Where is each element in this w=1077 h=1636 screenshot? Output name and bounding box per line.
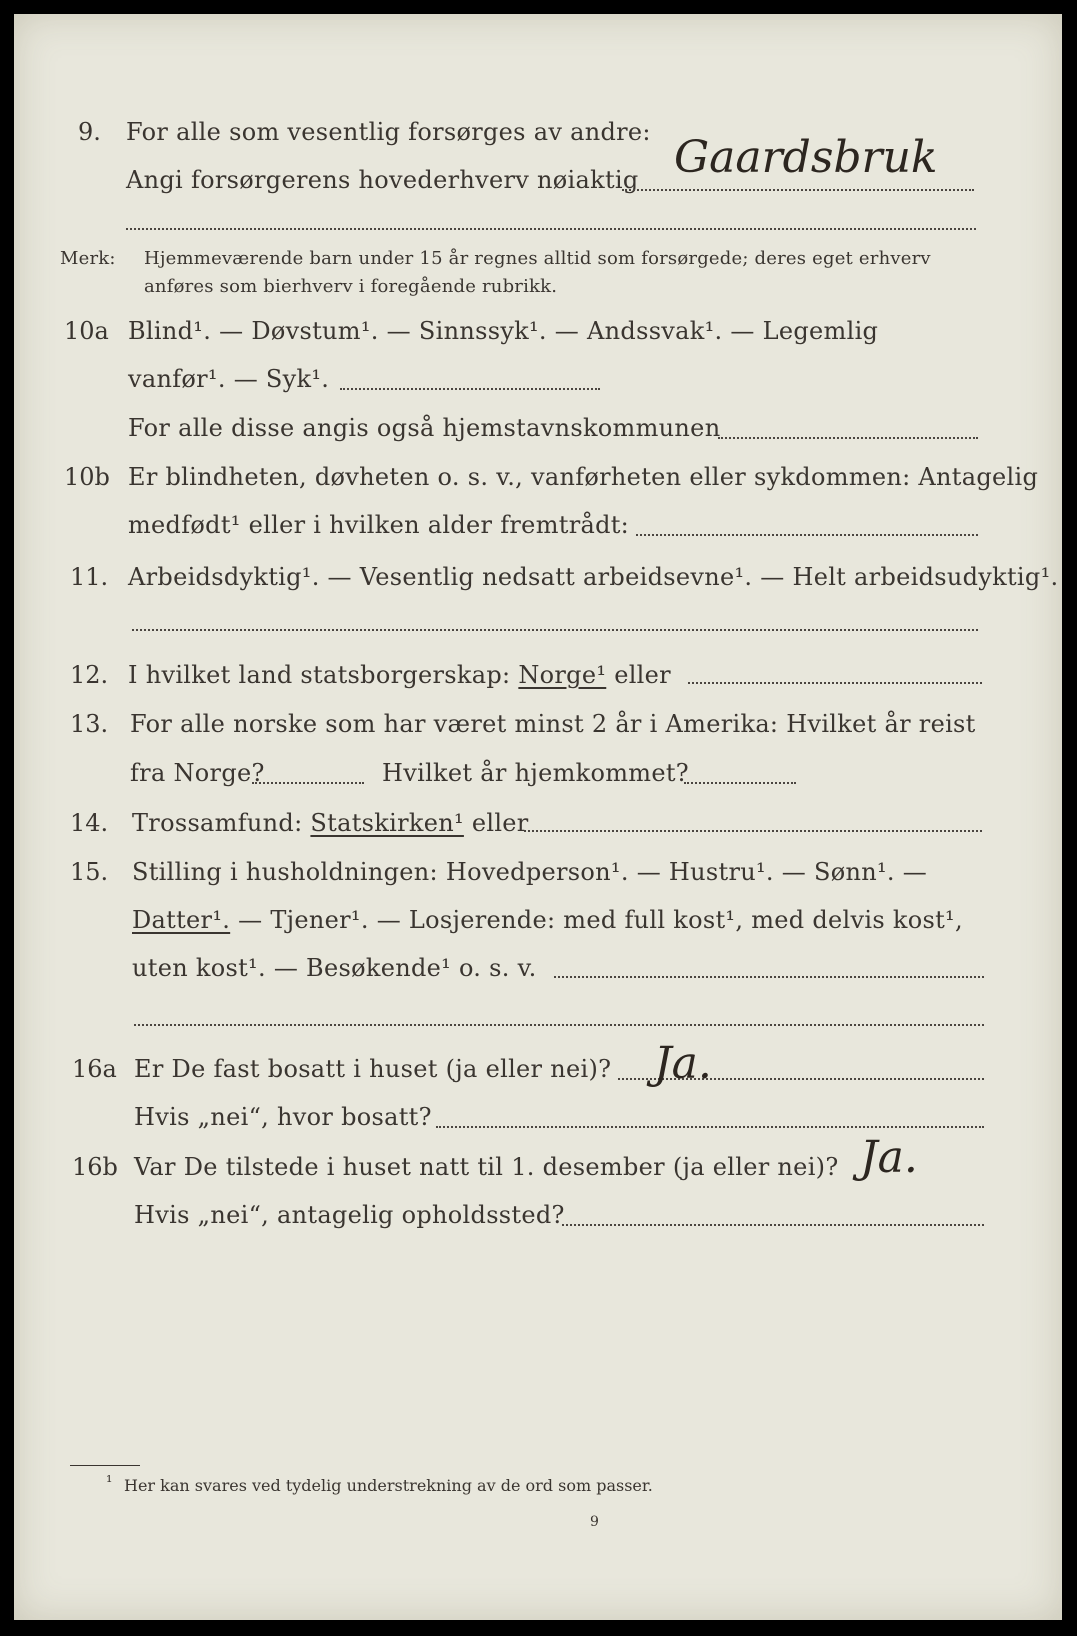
q10b-answer-line [636,534,978,536]
q15-line2-rest: — Tjener¹. — Losjerende: med full kost¹, med delvis kost¹, [238,906,963,934]
q13-reist-line [252,782,364,784]
q16a-line2: Hvis „nei“, hvor bosatt? [134,1103,432,1131]
q15-line1: Stilling i husholdningen: Hovedperson¹. — Hustru¹. — Sønn¹. — [132,858,928,886]
q16a-bosatt-line [436,1126,984,1128]
page-mark: 9 [590,1514,599,1530]
q9-handwritten-answer: Gaardsbruk [674,132,938,183]
q15-extra-line [134,1024,984,1026]
q9-line2: Angi forsørgerens hovederhverv nøiaktig [126,166,639,194]
q10a-line2: vanfør¹. — Syk¹. [128,365,330,393]
q11-line1: Arbeidsdyktig¹. — Vesentlig nedsatt arbeidsevne¹. — Helt arbeidsudyktig¹. [128,563,1059,591]
q16b-opholdssted-line [562,1224,984,1226]
q16b-line1: Var De tilstede i huset natt til 1. desember (ja eller nei)? [134,1153,839,1181]
q15-answer-line [554,976,984,978]
merk-label: Merk: [60,248,116,269]
q9-number: 9. [78,118,101,146]
footnote-mark: ¹ [106,1472,113,1491]
q14-suffix: eller [471,809,529,837]
q12-prefix: I hvilket land statsborgerskap: [128,661,511,689]
q11-answer-line [132,629,978,631]
q16a-number: 16a [72,1055,117,1083]
q13-line2b: Hvilket år hjemkommet? [382,759,689,787]
q16b-number: 16b [72,1153,118,1181]
q13-hjemkommet-line [684,782,796,784]
q10a-kommune-line [718,437,978,439]
q9-line1: For alle som vesentlig forsørges av andre: [126,118,651,146]
q13-line2a: fra Norge? [130,759,265,787]
q14-text [132,809,529,837]
q15-number: 15. [70,858,109,886]
q16a-handwritten-answer: Ja. [654,1038,712,1089]
q14-prefix: Trossamfund: [132,809,303,837]
q14-underlined-answer: Statskirken¹ [310,809,464,837]
q10b-line1: Er blindheten, døvheten o. s. v., vanførheten eller sykdommen: Antagelig [128,463,1039,491]
q15-line3: uten kost¹. — Besøkende¹ o. s. v. [132,954,537,982]
q12-underlined-answer: Norge¹ [518,661,607,689]
q16b-handwritten-answer: Ja. [860,1132,918,1183]
census-form-page [14,14,1062,1620]
q10b-number: 10b [64,463,110,491]
q10a-line1: Blind¹. — Døvstum¹. — Sinnssyk¹. — Andssvak¹. — Legemlig [128,317,879,345]
q16a-line1: Er De fast bosatt i huset (ja eller nei)? [134,1055,612,1083]
q13-line1: For alle norske som har været minst 2 år i Amerika: Hvilket år reist [130,710,976,738]
q10b-line2: medfødt¹ eller i hvilken alder fremtrådt: [128,511,630,539]
q9-answer-line [622,189,974,191]
q12-answer-line [688,682,982,684]
merk-line2: anføres som bierhverv i foregående rubrikk. [144,276,558,297]
merk-line1: Hjemmeværende barn under 15 år regnes alltid som forsørgede; deres eget erhverv [144,248,931,269]
q10a-number: 10a [64,317,109,345]
q14-number: 14. [70,809,109,837]
q12-suffix: eller [614,661,671,689]
q12-text [128,661,671,689]
q15-underlined-answer: Datter¹. [132,906,231,934]
footnote-text: Her kan svares ved tydelig understrekning av de ord som passer. [124,1476,653,1495]
q11-number: 11. [70,563,109,591]
q10a-syk-line [340,388,600,390]
q10a-line3: For alle disse angis også hjemstavnskommunen [128,414,721,442]
q13-number: 13. [70,710,109,738]
q15-line2 [132,906,963,934]
q12-number: 12. [70,661,109,689]
footnote-rule [70,1465,140,1466]
q9-extra-line [126,228,976,230]
q14-answer-line [524,830,982,832]
q16b-line2: Hvis „nei“, antagelig opholdssted? [134,1201,565,1229]
